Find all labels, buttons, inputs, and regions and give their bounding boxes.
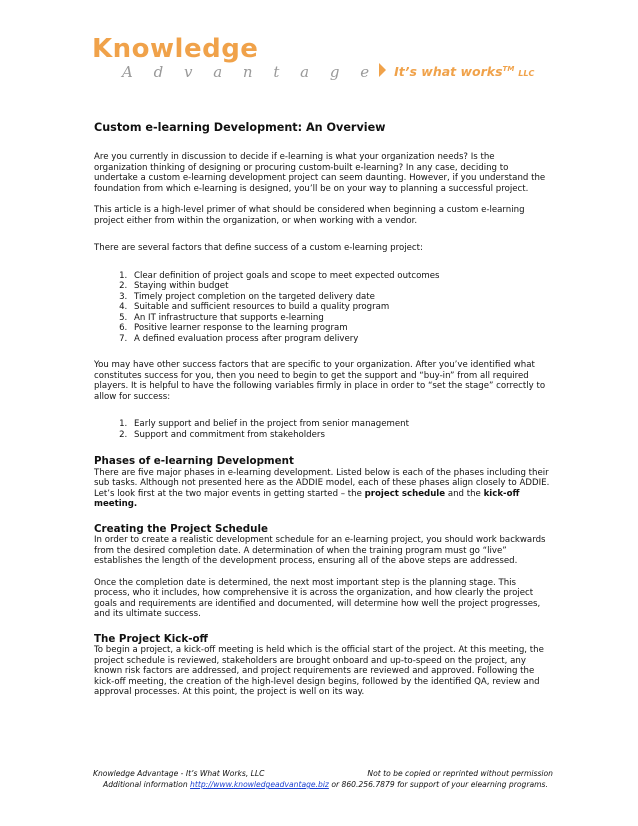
kickoff-section	[94, 634, 550, 698]
intro-paragraph: There are several factors that define success of a custom e-learning project:	[94, 243, 423, 253]
list-item: 4. Suitable and sufficient resources to build a quality program	[130, 302, 550, 313]
list-item: 1. Early support and belief in the project from senior management	[130, 419, 550, 430]
document-body	[94, 121, 550, 712]
footer-company: Knowledge Advantage - It’s What Works, LLC	[93, 769, 265, 778]
success-factors-list	[94, 271, 550, 345]
kickoff-paragraph: To begin a project, a kick-off meeting is held which is the official start of the project. At this meeting, the project schedule is reviewed, stakeholders are brought onboard and up-to-speed on the project, any known risk factors are addressed, and project requirements are reviewed and approved. Following the kick-off meeting, the creation of the high-level design begins, followed by the identified QA, review and approval processes. At this point, the project is well on its way.	[94, 645, 544, 697]
bold-term: project schedule	[364, 488, 446, 499]
bold-term: kick-off meeting.	[94, 488, 520, 509]
list-item: 1. Clear definition of project goals and scope to meet expected outcomes	[130, 271, 550, 282]
footer-copyright: Not to be copied or reprinted without permission	[367, 769, 553, 778]
schedule-paragraph: In order to create a realistic development schedule for an e-learning project, you should work backwards from the desired completion date. A determination of when the training program must go “live” establishes the length of the development process, ensuring all of the above steps are addressed.	[94, 535, 546, 566]
logo-arrow-icon	[379, 62, 386, 81]
logo-tagline: It’s what works™LLC	[394, 64, 535, 79]
list-item: 6. Positive learner response to the learning program	[130, 323, 550, 334]
intro-paragraph: This article is a high-level primer of what should be considered when beginning a custom e-learning project either from within the organization, or when working with a vendor.	[94, 205, 525, 226]
list-item: 2. Staying within budget	[130, 281, 550, 292]
phases-paragraph: There are five major phases in e-learning development. Listed below is each of the phases including their sub tasks. Although not presented here as the ADDIE model, each of these phases align closely to ADDIE. Let’s look first at the two major events in getting started – the project schedule and the kick-off meeting.	[94, 467, 550, 509]
phases-section	[94, 456, 550, 510]
company-logo	[92, 34, 534, 81]
intro-paragraph: Are you currently in discussion to decide if e-learning is what your organization needs? Is the organization thinking of designing or procuring custom-built e-learning? In any case, deciding to undertake a custom e-learning development project can seem daunting. However, if you understand the foundation from which e-learning is designed, you’ll be on your way to planning a successful project.	[94, 152, 546, 194]
page-footer	[93, 768, 553, 790]
list-item: 2. Support and commitment from stakeholders	[130, 430, 550, 441]
footer-info: Additional information http://www.knowledgeadvantage.biz or 860.256.7879 for support of your elearning programs.	[103, 780, 548, 789]
website-link[interactable]: http://www.knowledgeadvantage.biz	[190, 780, 329, 789]
footer-top-row	[93, 768, 553, 779]
logo-wordmark-advantage: A d v a n t a g e	[122, 62, 378, 81]
section-heading: Phases of e-learning Development	[94, 455, 294, 467]
list-item: 7. A defined evaluation process after program delivery	[130, 334, 550, 345]
list-item: 3. Timely project completion on the targeted delivery date	[130, 292, 550, 303]
document-title: Custom e-learning Development: An Overview	[94, 121, 386, 134]
section-heading: Creating the Project Schedule	[94, 522, 268, 535]
logo-wordmark-knowledge: Knowledge	[92, 34, 259, 64]
schedule-paragraph: Once the completion date is determined, the next most important step is the planning stage. This process, who it includes, how comprehensive it is across the organization, and how clearly the project goals and requirements are identified and documented, will determine how well the project progresses, and its ultimate success.	[94, 577, 541, 619]
logo-subline	[122, 62, 534, 81]
schedule-section	[94, 524, 550, 620]
other-factors-paragraph: You may have other success factors that are specific to your organization. After you’ve identified what constitutes success for you, then you need to begin to get the support and “buy-in” from all required players. It is helpful to have the following variables firmly in place in order to “set the stage” correctly to allow for success:	[94, 360, 546, 402]
variables-list	[94, 419, 550, 440]
section-heading: The Project Kick-off	[94, 632, 208, 645]
list-item: 5. An IT infrastructure that supports e-learning	[130, 313, 550, 324]
